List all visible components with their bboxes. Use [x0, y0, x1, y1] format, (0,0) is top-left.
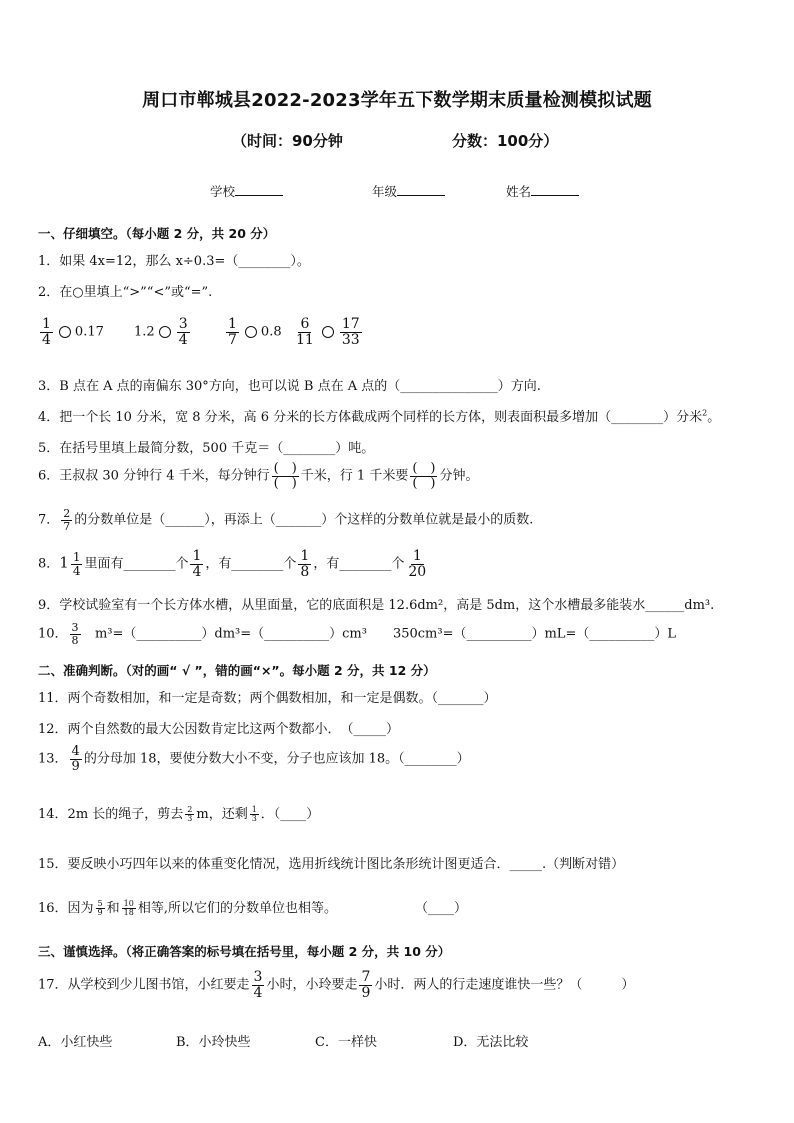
question-15: 15．要反映小巧四年以来的体重变化情况，选用折线统计图比条形统计图更适合．_____.（判断对错） — [38, 857, 625, 872]
question-12: 12．两个自然数的最大公因数肯定比这两个数都小． （_____） — [38, 722, 400, 737]
page-title: 周口市郸城县2022-2023学年五下数学期末质量检测模拟试题 — [142, 90, 652, 111]
question-5: 5．在括号里填上最简分数，500 千克＝（________）吨。 — [38, 441, 375, 456]
grade-field: 年级 — [372, 182, 445, 200]
exam-score: 分数：100分） — [452, 132, 559, 150]
option-b[interactable]: B．小玲快些 — [176, 1035, 251, 1050]
question-4: 4．把一个长 10 分米，宽 8 分米，高 6 分米的长方体截成两个同样的长方体，则表面积最多增加（________）分米$^2$。 — [38, 408, 721, 425]
section-heading-2: 二、准确判断。（对的画“ √ ”，错的画“×”。每小题 2 分，共 12 分） — [38, 663, 436, 678]
question-6: 6．王叔叔 30 分钟行 4 千米，每分钟行 $\frac{( )}{( )}$ 千米，行 1 千米要 $\frac{( )}{( )}$ 分钟。 — [38, 461, 479, 491]
question-7: 7． $\frac{2}{7}$ 的分数单位是（______），再添上（_______）个这样的分数单位就是最小的质数. — [38, 507, 534, 533]
q2-item-c: $\frac{1}{7}$ 0.8 — [228, 316, 282, 348]
question-16: 16．因为 $\frac{5}{9}$ 和 $\frac{10}{18}$ 相等,所以它们的分数单位也相等。 （____） — [38, 898, 467, 917]
option-a[interactable]: A．小红快些 — [38, 1035, 113, 1050]
question-17: 17．从学校到少儿图书馆，小红要走 $\frac{3}{4}$ 小时，小玲要走 $\frac{7}{9}$ 小时．两人的行走速度谁快一些？（ ） — [38, 969, 635, 1001]
question-14: 14．2m 长的绳子，剪去 $\frac{2}{3}$ m，还剩 $\frac{1}{3}$ ．（____） — [38, 804, 320, 823]
question-10: 10． $\frac{3}{8}$ m³=（__________）dm³=（__________）cm³ 350cm³=（__________）mL=（__________）L — [38, 621, 676, 647]
question-3: 3．B 点在 A 点的南偏东 30°方向，也可以说 B 点在 A 点的（_______________）方向. — [38, 379, 541, 394]
q2-item-d: $\frac{6}{11}$ $\frac{17}{33}$ — [296, 316, 360, 348]
q2-item-b: 1.2 $\frac{3}{4}$ — [134, 316, 188, 348]
compare-circle[interactable] — [322, 326, 334, 338]
compare-circle[interactable] — [159, 326, 171, 338]
option-c[interactable]: C．一样快 — [315, 1035, 377, 1050]
question-13: 13． $\frac{4}{9}$ 的分母加 18，要使分数大小不变，分子也应该加 18。（________） — [38, 744, 470, 774]
section-heading-3: 三、谨慎选择。（将正确答案的标号填在括号里，每小题 2 分，共 10 分） — [38, 944, 451, 959]
school-field: 学校 — [210, 182, 283, 200]
section-heading-1: 一、仔细填空。（每小题 2 分，共 20 分） — [38, 226, 276, 241]
q2-item-a: $\frac{1}{4}$ 0.17 — [42, 316, 104, 348]
exam-time: （时间：90分钟 — [232, 132, 343, 150]
question-8: 8．1 $\frac{1}{4}$ 里面有________个 $\frac{1}{4}$ ，有________个 $\frac{1}{8}$ ，有________个 $\frac{1}{20}$ — [38, 548, 427, 580]
question-2: 2．在○里填上“>”“<”或“=”. — [38, 285, 213, 300]
name-field: 姓名 — [506, 182, 579, 200]
question-1: 1．如果 4x=12，那么 x÷0.3=（________）。 — [38, 254, 310, 269]
question-11: 11．两个奇数相加，和一定是奇数；两个偶数相加，和一定是偶数。（_______） — [38, 691, 497, 706]
question-9: 9．学校试验室有一个长方体水槽，从里面量，它的底面积是 12.6dm²，高是 5dm，这个水槽最多能装水______dm³. — [38, 598, 715, 613]
compare-circle[interactable] — [59, 326, 71, 338]
option-d[interactable]: D．无法比较 — [453, 1035, 529, 1050]
compare-circle[interactable] — [245, 326, 257, 338]
